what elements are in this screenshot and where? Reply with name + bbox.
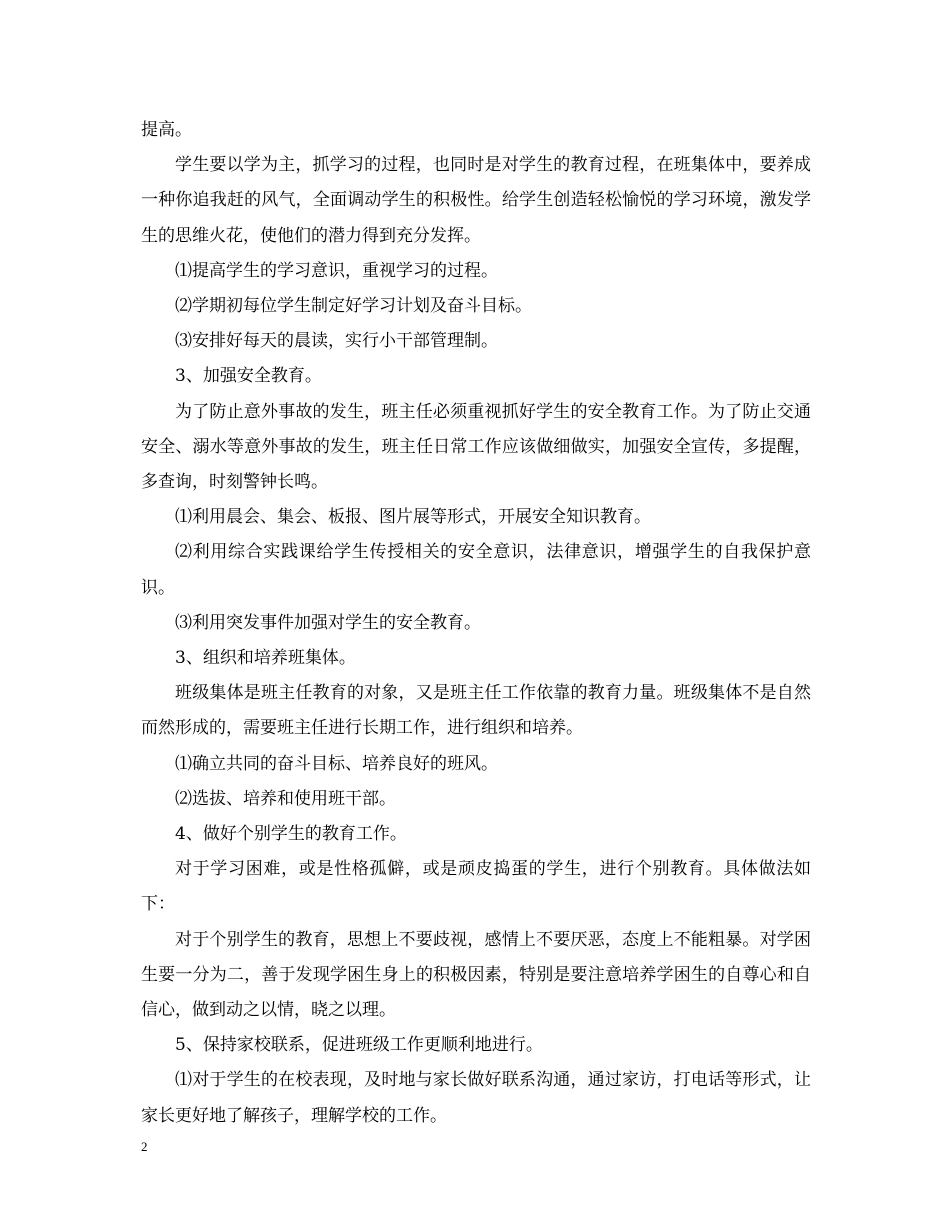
paragraph: 提高。 [141,120,192,140]
list-item: ⑵利用综合实践课给学生传授相关的安全意识，法律意识，增强学生的自我保护意识。 [141,542,811,598]
paragraph: 班级集体是班主任教育的对象，又是班主任工作依靠的教育力量。班级集体不是自然而然形成的，需要班主任进行长期工作，进行组织和培养。 [141,683,811,739]
section-heading: 4、做好个别学生的教育工作。 [175,824,407,845]
document-body [141,113,811,1134]
list-item: ⑶利用突发事件加强对学生的安全教育。 [175,612,481,633]
paragraph: 学生要以学为主，抓学习的过程，也同时是对学生的教育过程，在班集体中，要养成一种你追我赶的风气，全面调动学生的积极性。给学生创造轻松愉悦的学习环境，激发学生的思维火花，使他们的潜力得到充分发挥。 [141,155,811,246]
list-item: ⑴确立共同的奋斗目标、培养良好的班风。 [175,753,498,774]
list-item: ⑶安排好每天的晨读，实行小干部管理制。 [175,331,498,352]
list-item: ⑵选拔、培养和使用班干部。 [175,788,396,809]
list-item: ⑴利用晨会、集会、板报、图片展等形式，开展安全知识教育。 [175,507,651,528]
list-item: ⑴提高学生的学习意识，重视学习的过程。 [175,260,498,281]
section-heading: 5、保持家校联系，促进班级工作更顺利地进行。 [175,1035,543,1056]
list-item: ⑵学期初每位学生制定好学习计划及奋斗目标。 [175,296,532,317]
list-item: ⑴对于学生的在校表现，及时地与家长做好联系沟通，通过家访，打电话等形式，让家长更好地了解孩子，理解学校的工作。 [141,1070,811,1126]
paragraph: 为了防止意外事故的发生，班主任必须重视抓好学生的安全教育工作。为了防止交通安全、溺水等意外事故的发生，班主任日常工作应该做细做实，加强安全宣传，多提醒，多查询，时刻警钟长鸣。 [141,401,811,493]
section-heading: 3、加强安全教育。 [175,366,322,387]
page-number: 2 [141,1139,148,1154]
section-heading: 3、组织和培养班集体。 [175,648,356,669]
paragraph: 对于个别学生的教育，思想上不要歧视，感情上不要厌恶，态度上不能粗暴。对学困生要一分为二，善于发现学困生身上的积极因素，特别是要注意培养学困生的自尊心和自信心，做到动之以情，晓之以理。 [141,929,811,1021]
paragraph: 对于学习困难，或是性格孤僻，或是顽皮捣蛋的学生，进行个别教育。具体做法如下： [141,859,811,915]
